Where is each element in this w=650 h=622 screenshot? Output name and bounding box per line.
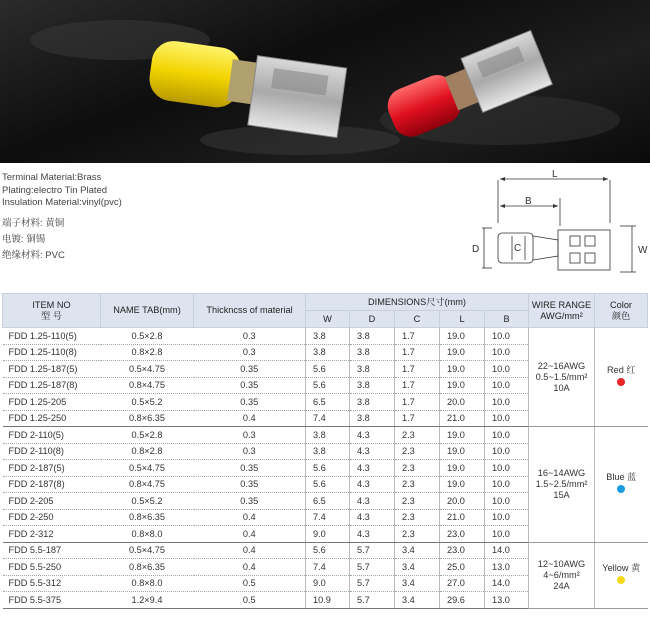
material-specs [2,172,122,210]
b-cell: 14.0 [485,575,529,592]
thickness-cell: 0.3 [194,328,306,345]
item-cell: FDD 2-312 [3,526,101,543]
c-cell: 2.3 [395,526,440,543]
thickness-cell: 0.3 [194,443,306,460]
tab-cell: 0.8×2.8 [101,344,194,361]
tab-cell: 0.8×8.0 [101,575,194,592]
d-cell: 4.3 [350,427,395,444]
dimensions-header: DIMENSIONS尺寸(mm) [306,294,529,311]
material-specs-cn [2,216,65,264]
tab-cell: 0.8×4.75 [101,476,194,493]
w-cell: 10.9 [306,592,350,609]
w-header: W [306,311,350,328]
thickness-cell: 0.35 [194,377,306,394]
insulation-line-cn: 绝缘材料: PVC [2,250,65,261]
wire-range-awg: 12~10AWG [537,558,586,569]
c-cell: 2.3 [395,460,440,477]
l-cell: 20.0 [440,493,485,510]
b-header: B [485,311,529,328]
thickness-cell: 0.5 [194,575,306,592]
wire-range-amp: 24A [553,580,570,591]
table-row [3,328,648,345]
b-cell: 10.0 [485,394,529,411]
tab-cell: 1.2×9.4 [101,592,194,609]
item-cell: FDD 1.25-187(8) [3,377,101,394]
d-cell: 4.3 [350,509,395,526]
table-body [3,328,648,609]
tab-cell: 0.5×4.75 [101,542,194,559]
c-cell: 1.7 [395,344,440,361]
c-cell: 3.4 [395,559,440,576]
d-cell: 5.7 [350,575,395,592]
b-cell: 10.0 [485,427,529,444]
item-cell: FDD 2-250 [3,509,101,526]
c-cell: 1.7 [395,328,440,345]
tab-cell: 0.8×6.35 [101,410,194,427]
tab-header: NAME TAB(mm) [101,294,194,328]
d-cell: 3.8 [350,394,395,411]
d-cell: 3.8 [350,410,395,427]
thickness-cell: 0.5 [194,592,306,609]
l-cell: 19.0 [440,328,485,345]
item-cell: FDD 5.5-375 [3,592,101,609]
c-cell: 3.4 [395,575,440,592]
thickness-cell: 0.4 [194,526,306,543]
thickness-cell: 0.4 [194,559,306,576]
tab-cell: 0.8×2.8 [101,443,194,460]
plating-line-cn: 电镀: 铜锡 [2,234,46,245]
table-row [3,427,648,444]
terminal-photo-illustration [0,0,650,163]
thickness-cell: 0.4 [194,509,306,526]
color-dot-icon [617,485,625,493]
l-cell: 19.0 [440,344,485,361]
l-cell: 27.0 [440,575,485,592]
tab-cell: 0.5×2.8 [101,427,194,444]
insulation-line: Insulation Material:vinyl(pvc) [2,197,122,208]
wire-range-amp: 15A [553,489,570,500]
thickness-cell: 0.3 [194,427,306,444]
wire-range-cell [529,328,595,427]
yellow-terminal [145,38,347,137]
c-cell: 1.7 [395,410,440,427]
w-cell: 5.6 [306,361,350,378]
w-cell: 3.8 [306,443,350,460]
tab-cell: 0.8×4.75 [101,377,194,394]
l-cell: 23.0 [440,526,485,543]
b-cell: 10.0 [485,476,529,493]
l-cell: 23.0 [440,542,485,559]
w-cell: 5.6 [306,460,350,477]
item-cell: FDD 5.5-187 [3,542,101,559]
color-header: Color 颜色 [595,294,648,328]
wire-range-header: WIRE RANGE AWG/mm² [529,294,595,328]
d-cell: 3.8 [350,361,395,378]
d-cell: 5.7 [350,559,395,576]
b-cell: 10.0 [485,493,529,510]
color-label: Yellow 黄 [602,563,641,573]
item-cell: FDD 1.25-187(5) [3,361,101,378]
d-cell: 4.3 [350,493,395,510]
item-cell: FDD 2-110(8) [3,443,101,460]
color-label: Red 红 [606,365,636,375]
color-cell [595,328,648,427]
d-cell: 4.3 [350,460,395,477]
label-B: B [525,196,532,207]
table-header-row [3,294,648,311]
tab-cell: 0.5×4.75 [101,460,194,477]
c-cell: 3.4 [395,592,440,609]
thickness-cell: 0.4 [194,410,306,427]
item-cell: FDD 2-205 [3,493,101,510]
color-dot-icon [617,378,625,386]
tab-cell: 0.8×8.0 [101,526,194,543]
l-cell: 21.0 [440,509,485,526]
c-cell: 2.3 [395,443,440,460]
wire-range-cell [529,542,595,608]
d-cell: 4.3 [350,476,395,493]
l-cell: 19.0 [440,443,485,460]
w-cell: 5.6 [306,377,350,394]
wire-range-mm: 1.5~2.5/mm² [535,478,588,489]
spec-table [2,293,648,609]
tab-cell: 0.8×6.35 [101,509,194,526]
b-cell: 10.0 [485,526,529,543]
b-cell: 10.0 [485,443,529,460]
w-cell: 7.4 [306,410,350,427]
thickness-cell: 0.3 [194,344,306,361]
label-C: C [514,243,522,254]
item-cell: FDD 1.25-205 [3,394,101,411]
label-W: W [638,245,648,256]
w-cell: 6.5 [306,394,350,411]
b-cell: 14.0 [485,542,529,559]
b-cell: 10.0 [485,509,529,526]
d-cell: 4.3 [350,526,395,543]
item-cell: FDD 2-110(5) [3,427,101,444]
color-cell [595,427,648,543]
label-L: L [552,169,558,180]
item-cell: FDD 1.25-110(8) [3,344,101,361]
c-cell: 2.3 [395,427,440,444]
d-header: D [350,311,395,328]
thickness-cell: 0.4 [194,542,306,559]
c-cell: 2.3 [395,476,440,493]
w-cell: 9.0 [306,575,350,592]
c-cell: 1.7 [395,377,440,394]
d-cell: 4.3 [350,443,395,460]
d-cell: 3.8 [350,328,395,345]
l-cell: 19.0 [440,361,485,378]
material-line: Terminal Material:Brass [2,172,102,183]
tab-cell: 0.8×6.35 [101,559,194,576]
b-cell: 13.0 [485,592,529,609]
w-cell: 6.5 [306,493,350,510]
l-cell: 21.0 [440,410,485,427]
w-cell: 3.8 [306,344,350,361]
l-cell: 19.0 [440,377,485,394]
color-label: Blue 蓝 [606,472,637,483]
l-header: L [440,311,485,328]
b-cell: 10.0 [485,410,529,427]
b-cell: 10.0 [485,344,529,361]
w-cell: 3.8 [306,328,350,345]
l-cell: 25.0 [440,559,485,576]
color-dot-icon [617,576,625,584]
w-cell: 5.6 [306,542,350,559]
b-cell: 10.0 [485,460,529,477]
c-cell: 3.4 [395,542,440,559]
product-photo [0,0,650,163]
wire-range-mm: 4~6/mm² [543,569,580,580]
d-cell: 5.7 [350,542,395,559]
item-cell: FDD 5.5-250 [3,559,101,576]
c-header: C [395,311,440,328]
item-header: ITEM NO 型 号 [3,294,101,328]
plating-line: Plating:electro Tin Plated [2,184,108,196]
l-cell: 20.0 [440,394,485,411]
item-cell: FDD 1.25-250 [3,410,101,427]
tab-cell: 0.5×2.8 [101,328,194,345]
wire-range-cell [529,427,595,543]
thickness-cell: 0.35 [194,361,306,378]
c-cell: 2.3 [395,493,440,510]
c-cell: 1.7 [395,361,440,378]
wire-range-awg: 16~14AWG [537,467,586,478]
w-cell: 3.8 [306,427,350,444]
tab-cell: 0.5×5.2 [101,394,194,411]
tab-cell: 0.5×5.2 [101,493,194,510]
wire-range-awg: 22~16AWG [537,360,586,371]
item-cell: FDD 1.25-110(5) [3,328,101,345]
item-cell: FDD 2-187(8) [3,476,101,493]
color-cell [595,542,648,608]
thickness-cell: 0.35 [194,476,306,493]
wire-range-amp: 10A [553,382,570,393]
material-line-cn: 端子材料: 黄铜 [2,218,65,229]
b-cell: 10.0 [485,377,529,394]
w-cell: 7.4 [306,559,350,576]
label-D: D [472,244,480,255]
thickness-cell: 0.35 [194,493,306,510]
l-cell: 29.6 [440,592,485,609]
l-cell: 19.0 [440,427,485,444]
thickness-cell: 0.35 [194,460,306,477]
b-cell: 10.0 [485,328,529,345]
dimension-diagram [470,168,648,280]
l-cell: 19.0 [440,460,485,477]
b-cell: 10.0 [485,361,529,378]
w-cell: 7.4 [306,509,350,526]
thickness-header: Thickncss of material [194,294,306,328]
b-cell: 13.0 [485,559,529,576]
w-cell: 9.0 [306,526,350,543]
table-row [3,542,648,559]
wire-range-mm: 0.5~1.5/mm² [535,371,588,382]
d-cell: 3.8 [350,377,395,394]
w-cell: 5.6 [306,476,350,493]
c-cell: 2.3 [395,509,440,526]
d-cell: 3.8 [350,344,395,361]
l-cell: 19.0 [440,476,485,493]
thickness-cell: 0.35 [194,394,306,411]
c-cell: 1.7 [395,394,440,411]
item-cell: FDD 5.5-312 [3,575,101,592]
item-cell: FDD 2-187(5) [3,460,101,477]
d-cell: 5.7 [350,592,395,609]
tab-cell: 0.5×4.75 [101,361,194,378]
